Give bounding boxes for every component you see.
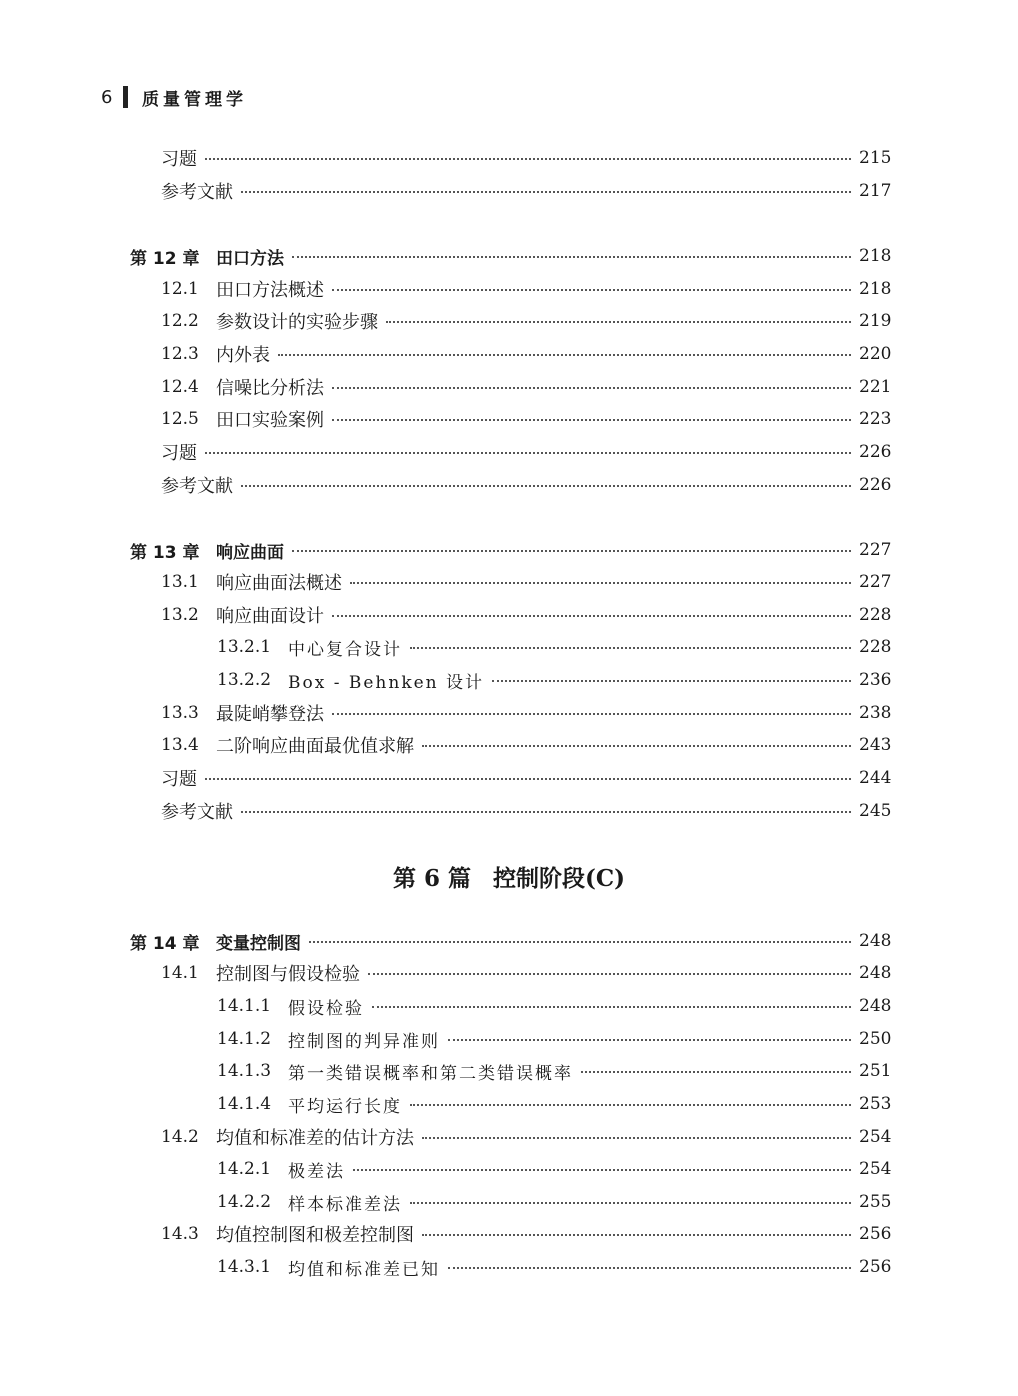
- toc-entry-title: 控制图的判异准则: [288, 1031, 440, 1052]
- toc-entry-title: 样本标准差法: [288, 1194, 402, 1215]
- dot-leader: [292, 256, 851, 258]
- toc-entry-number: 14.1.1: [217, 996, 272, 1016]
- dot-leader: [410, 1202, 851, 1204]
- toc-page-number: 250: [859, 1029, 892, 1049]
- toc-section-row[interactable]: [217, 1057, 892, 1085]
- toc-entry-number: 14.3: [161, 1224, 199, 1244]
- toc-entry-number: 13.1: [161, 572, 199, 592]
- toc-entry-number: 13.2: [161, 605, 199, 625]
- toc-entry-title: 内外表: [216, 345, 270, 366]
- toc-entry-number: 12.5: [161, 409, 199, 429]
- part-heading: [0, 860, 1018, 893]
- toc-entry-number: 12.4: [161, 377, 199, 397]
- toc-page-number: 254: [859, 1127, 892, 1147]
- toc-page-number: 219: [859, 311, 892, 331]
- toc-section-row[interactable]: [217, 1188, 892, 1216]
- toc-section-row[interactable]: [217, 992, 892, 1020]
- toc-entry-title: 参数设计的实验步骤: [216, 312, 378, 333]
- toc-section-row[interactable]: [161, 699, 892, 727]
- toc-entry-title: 变量控制图: [216, 933, 301, 954]
- dot-leader: [350, 582, 851, 584]
- toc-entry-title: 控制图与假设检验: [216, 964, 360, 985]
- toc-entry-number: 14.1: [161, 963, 199, 983]
- toc-chapter-row[interactable]: [130, 536, 892, 564]
- toc-entry-title: 习题: [161, 443, 197, 464]
- toc-section-row[interactable]: [161, 568, 892, 596]
- toc-page-number: 223: [859, 409, 892, 429]
- toc-page-number: 218: [859, 246, 892, 266]
- dot-leader: [205, 778, 851, 780]
- toc-page-number: 248: [859, 931, 892, 951]
- toc-page-number: 256: [859, 1224, 892, 1244]
- toc-section-row[interactable]: [217, 1155, 892, 1183]
- dot-leader: [241, 485, 851, 487]
- toc-section-row[interactable]: [217, 666, 892, 694]
- dot-leader: [332, 387, 851, 389]
- toc-page-number: 248: [859, 996, 892, 1016]
- toc-section-row[interactable]: [161, 601, 892, 629]
- toc-entry-title: 响应曲面: [216, 542, 284, 563]
- toc-page-number: 245: [859, 801, 892, 821]
- dot-leader: [422, 1137, 851, 1139]
- toc-entry-title: 二阶响应曲面最优值求解: [216, 736, 414, 757]
- toc-entry-number: 14.2.2: [217, 1192, 272, 1212]
- toc-entry-number: 13.3: [161, 703, 199, 723]
- toc-page-number: 217: [859, 181, 892, 201]
- toc-page-number: 244: [859, 768, 892, 788]
- toc-section-row[interactable]: [161, 307, 892, 335]
- toc-section-row[interactable]: [161, 373, 892, 401]
- toc-entry-title: Box - Behnken 设计: [288, 672, 485, 693]
- toc-page-number: 221: [859, 377, 892, 397]
- toc-entry-number: 14.1.2: [217, 1029, 272, 1049]
- toc-entry-number: 14.2: [161, 1127, 199, 1147]
- toc-page-number: 243: [859, 735, 892, 755]
- dot-leader: [448, 1267, 851, 1269]
- dot-leader: [332, 615, 851, 617]
- dot-leader: [205, 158, 851, 160]
- dot-leader: [241, 191, 851, 193]
- toc-entry-number: 14.1.4: [217, 1094, 272, 1114]
- toc-misc-row[interactable]: [161, 797, 892, 825]
- toc-entry-title: 习题: [161, 149, 197, 170]
- toc-page-number: 228: [859, 637, 892, 657]
- toc-section-row[interactable]: [161, 340, 892, 368]
- toc-entry-number: 第 13 章: [130, 542, 200, 563]
- toc-section-row[interactable]: [161, 405, 892, 433]
- toc-entry-title: 参考文献: [161, 476, 233, 497]
- toc-page-number: 220: [859, 344, 892, 364]
- toc-page-number: 228: [859, 605, 892, 625]
- toc-entry-title: 平均运行长度: [288, 1096, 402, 1117]
- toc-page-number: 254: [859, 1159, 892, 1179]
- toc-misc-row[interactable]: [161, 144, 892, 172]
- toc-page-number: 227: [859, 572, 892, 592]
- toc-section-row[interactable]: [161, 275, 892, 303]
- dot-leader: [422, 745, 851, 747]
- toc-chapter-row[interactable]: [130, 927, 892, 955]
- part-title: 控制阶段(C): [492, 865, 626, 892]
- toc-section-row[interactable]: [217, 1025, 892, 1053]
- toc-entry-title: 田口实验案例: [216, 410, 324, 431]
- toc-entry-title: 响应曲面设计: [216, 606, 324, 627]
- toc-entry-number: 14.3.1: [217, 1257, 272, 1277]
- page-number: 6: [101, 86, 113, 108]
- dot-leader: [205, 452, 851, 454]
- toc-chapter-row[interactable]: [130, 242, 892, 270]
- toc-entry-title: 中心复合设计: [288, 639, 402, 660]
- toc-page-number: 227: [859, 540, 892, 560]
- toc-page-number: 253: [859, 1094, 892, 1114]
- dot-leader: [332, 419, 851, 421]
- toc-section-row[interactable]: [161, 1123, 892, 1151]
- toc-page-number: 215: [859, 148, 892, 168]
- toc-misc-row[interactable]: [161, 177, 892, 205]
- dot-leader: [448, 1039, 851, 1041]
- toc-page-number: 218: [859, 279, 892, 299]
- toc-misc-row[interactable]: [161, 438, 892, 466]
- dot-leader: [368, 973, 851, 975]
- dot-leader: [278, 354, 851, 356]
- part-number: 第 6 篇: [392, 865, 471, 892]
- toc-entry-title: 信噪比分析法: [216, 378, 324, 399]
- dot-leader: [241, 811, 851, 813]
- toc-entry-number: 12.1: [161, 279, 199, 299]
- dot-leader: [422, 1234, 851, 1236]
- toc-page-number: 251: [859, 1061, 892, 1081]
- dot-leader: [353, 1169, 851, 1171]
- book-title: 质量管理学: [142, 89, 247, 110]
- toc-page-number: 238: [859, 703, 892, 723]
- toc-page-number: 256: [859, 1257, 892, 1277]
- toc-page-number: 236: [859, 670, 892, 690]
- toc-entry-title: 参考文献: [161, 182, 233, 203]
- dot-leader: [410, 1104, 851, 1106]
- dot-leader: [292, 550, 851, 552]
- toc-section-row[interactable]: [217, 1090, 892, 1118]
- toc-entry-number: 第 12 章: [130, 248, 200, 269]
- toc-entry-number: 13.2.1: [217, 637, 272, 657]
- toc-entry-number: 14.1.3: [217, 1061, 272, 1081]
- toc-entry-title: 假设检验: [288, 998, 364, 1019]
- toc-entry-title: 习题: [161, 769, 197, 790]
- toc-section-row[interactable]: [217, 1253, 892, 1281]
- toc-misc-row[interactable]: [161, 764, 892, 792]
- toc-section-row[interactable]: [161, 731, 892, 759]
- toc-section-row[interactable]: [217, 633, 892, 661]
- toc-page-number: 226: [859, 475, 892, 495]
- toc-entry-number: 13.2.2: [217, 670, 272, 690]
- toc-entry-title: 田口方法: [216, 248, 284, 269]
- toc-entry-number: 第 14 章: [130, 933, 200, 954]
- toc-page-number: 255: [859, 1192, 892, 1212]
- toc-entry-title: 田口方法概述: [216, 280, 324, 301]
- dot-leader: [309, 941, 851, 943]
- toc-page-number: 226: [859, 442, 892, 462]
- dot-leader: [386, 321, 851, 323]
- toc-entry-title: 参考文献: [161, 802, 233, 823]
- toc-entry-number: 12.3: [161, 344, 199, 364]
- toc-entry-number: 14.2.1: [217, 1159, 272, 1179]
- dot-leader: [410, 647, 851, 649]
- dot-leader: [581, 1071, 851, 1073]
- toc-misc-row[interactable]: [161, 471, 892, 499]
- toc-entry-title: 最陡峭攀登法: [216, 704, 324, 725]
- toc-entry-number: 13.4: [161, 735, 199, 755]
- toc-entry-number: 12.2: [161, 311, 199, 331]
- toc-entry-title: 均值和标准差的估计方法: [216, 1128, 414, 1149]
- toc-entry-title: 响应曲面法概述: [216, 573, 342, 594]
- toc-entry-title: 均值和标准差已知: [288, 1259, 440, 1280]
- toc-entry-title: 均值控制图和极差控制图: [216, 1225, 414, 1246]
- toc-section-row[interactable]: [161, 959, 892, 987]
- toc-entry-title: 第一类错误概率和第二类错误概率: [288, 1063, 573, 1084]
- toc-page-number: 248: [859, 963, 892, 983]
- dot-leader: [332, 713, 851, 715]
- dot-leader: [492, 680, 851, 682]
- toc-entry-title: 极差法: [288, 1161, 345, 1182]
- dot-leader: [332, 289, 851, 291]
- toc-section-row[interactable]: [161, 1220, 892, 1248]
- dot-leader: [372, 1006, 851, 1008]
